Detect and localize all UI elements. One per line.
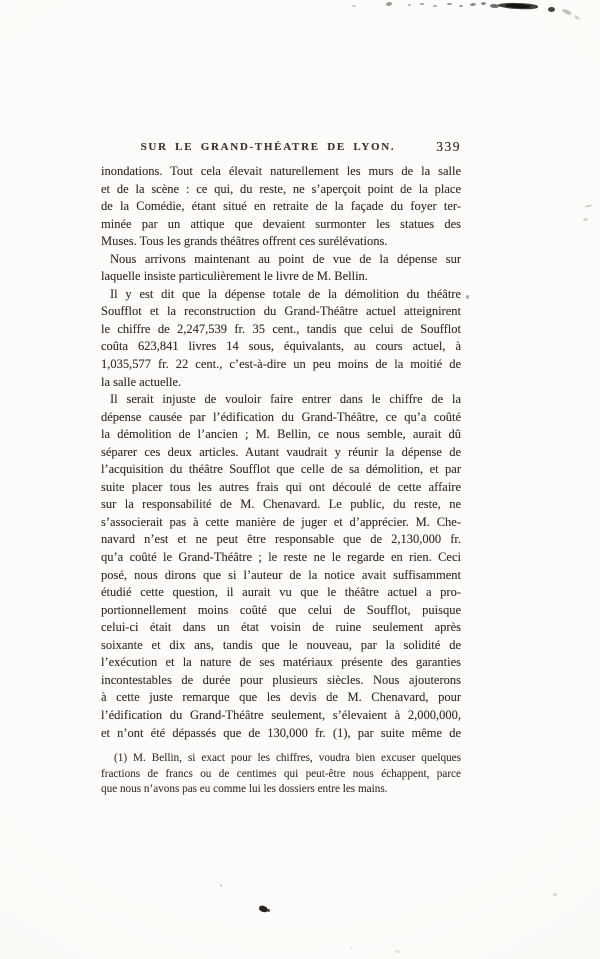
footnote — [101, 751, 461, 798]
text-line: (1) M. Bellin, si exact pour les chiffres, voudra bien excuser quelques — [114, 752, 461, 765]
text-line: laquelle insiste particulièrement le livre de M. Bellin. — [101, 269, 368, 284]
scan-speck — [420, 3, 424, 5]
text-line: posé, nous dirons que si l’auteur de la notice avait suffisamment — [101, 567, 461, 582]
text-line: l’édification du Grand-Théâtre seulement, s’élevaient à 2,000,000, — [101, 707, 461, 722]
text-line: coûta 623,841 livres 14 sous, équivalants, au cours actuel, à — [101, 339, 461, 354]
text-line: sur la responsabilité de M. Chenavard. Le public, du reste, ne — [101, 497, 461, 512]
text-line: de la Comédie, étant situé en retraite de la façade du foyer ter- — [101, 199, 461, 214]
text-line: s’associerait pas à cette manière de juger et d’apprécier. M. Che- — [101, 514, 461, 529]
scan-speck — [433, 5, 437, 7]
scan-speck — [583, 218, 588, 221]
text-line: celui-ci était dans un état voisin de ruine seulement après — [101, 620, 461, 635]
scan-speck — [562, 8, 573, 16]
text-line: et de la scène : ce qui, du reste, ne s’aperçoit point de la place — [101, 181, 461, 196]
text-line: la salle actuelle. — [101, 374, 182, 389]
text-line: navard n’est et ne peut être responsable que de 2,130,000 fr. — [101, 532, 461, 547]
text-line: minée par un attique que devaient surmonter les statues des — [101, 216, 461, 231]
text-line: la démolition de l’ancien ; M. Bellin, ce nous semble, aurait dû — [101, 427, 461, 442]
running-header — [101, 141, 461, 157]
text-line: fractions de francs ou de centimes qui peut-être nous échappent, parce — [101, 767, 461, 780]
scan-speck — [553, 893, 557, 896]
scan-speck — [220, 884, 222, 887]
scan-speck — [459, 5, 463, 7]
text-line: soixante et dix ans, tandis que le nouveau, par la solidité de — [101, 637, 461, 652]
text-line: Il y est dit que la dépense totale de la démolition du théâtre — [110, 286, 461, 301]
text-line: Muses. Tous les grands théâtres offrent ces surélévations. — [101, 234, 388, 249]
scan-speck — [386, 1, 393, 6]
text-line: étudié cette question, il aurait vu que le théâtre actuel a pro- — [101, 585, 461, 600]
text-line: et n’ont été dépassés que de 130,000 fr. (1), par suite même de — [101, 725, 461, 740]
scan-speck — [481, 2, 486, 5]
scan-speck — [574, 14, 581, 20]
text-line: qu’a coûté le Grand-Théâtre ; le reste ne le regarde en rien. Ceci — [101, 550, 461, 565]
text-line: 1,035,577 fr. 22 cent., c’est-à-dire un peu moins de la moitié de — [101, 357, 461, 372]
ink-blot — [267, 909, 270, 912]
scan-speck — [352, 5, 356, 7]
text-block — [101, 141, 461, 798]
text-line: Nous arrivons maintenant au point de vue de la dépense sur — [110, 251, 461, 266]
text-line: l’exécution et la nature de ses matériaux présente des garanties — [101, 655, 461, 670]
scan-speck — [447, 3, 452, 5]
header-title: SUR LE GRAND-THÉATRE DE LYON. — [140, 141, 396, 153]
text-line: dépense causée par l’édification du Grand-Théâtre, ce qu’a coûté — [101, 409, 461, 424]
scan-speck — [408, 4, 411, 6]
scan-speck — [585, 204, 592, 208]
text-line: Il serait injuste de vouloir faire entrer dans le chiffre de la — [110, 392, 461, 407]
page-number: 339 — [436, 139, 461, 154]
scan-speck — [395, 950, 400, 953]
body-text — [101, 163, 461, 742]
scan-speck — [466, 295, 469, 299]
text-line: suite placer tous les autres frais qui ont découlé de cette affaire — [101, 479, 461, 494]
text-line: à cette juste remarque que les devis de M. Chenavard, pour — [101, 690, 461, 705]
text-line: que nous n’avons pas eu comme lui les dossiers entre les mains. — [101, 783, 388, 796]
text-line: séparer ces deux articles. Autant vaudrait y réunir la dépense de — [101, 444, 461, 459]
scan-smudge — [548, 7, 555, 12]
text-line: le chiffre de 2,247,539 fr. 35 cent., tandis que celui de Soufflot — [101, 321, 461, 336]
text-line: inondations. Tout cela élevait naturellement les murs de la salle — [101, 164, 461, 178]
scan-speck — [350, 947, 353, 949]
text-line: portionnellement moins coûté que celui de Soufflot, puisque — [101, 602, 461, 617]
text-line: l’acquisition du théâtre Soufflot que celle de sa démolition, et par — [101, 462, 461, 477]
scan-speck — [470, 3, 476, 7]
text-line: Soufflot et la reconstruction du Grand-Théâtre actuel atteignirent — [101, 304, 461, 319]
text-line: incontestables de durée pour plusieurs siècles. Nous ajouterons — [101, 672, 461, 687]
